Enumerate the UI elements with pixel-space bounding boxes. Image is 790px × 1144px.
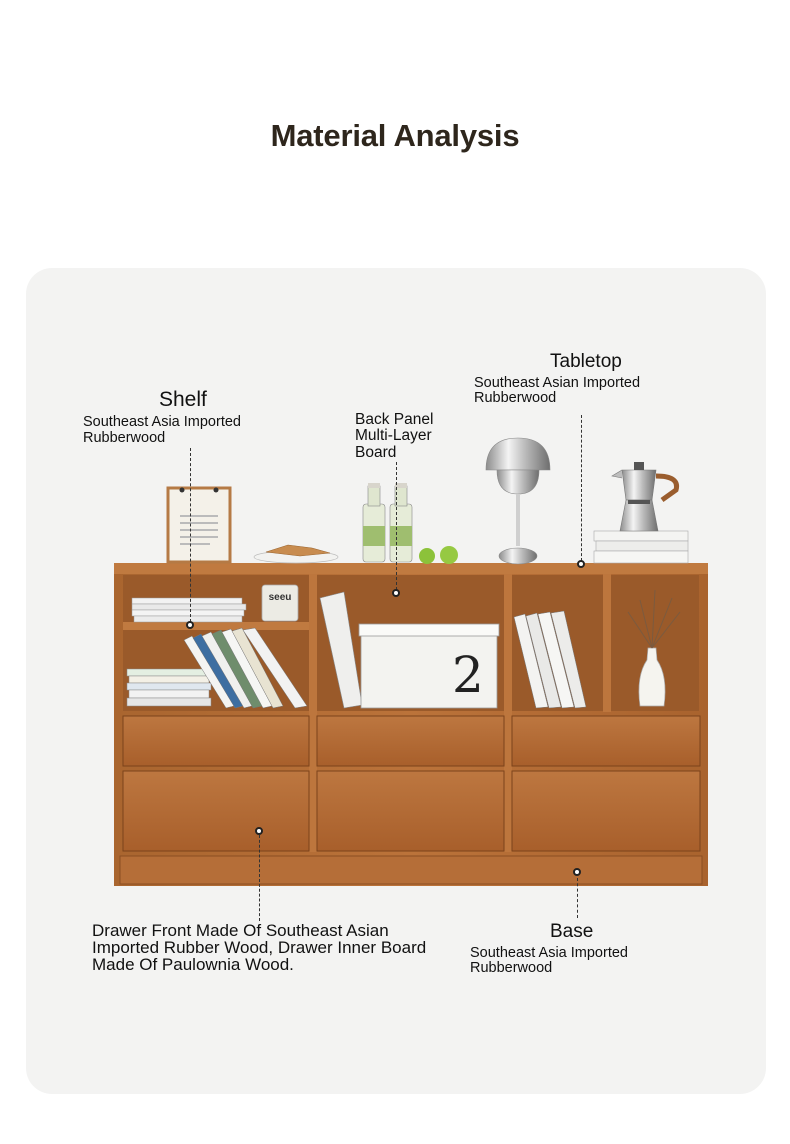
drawer-label xyxy=(92,922,432,973)
drawer xyxy=(512,771,700,851)
drawer xyxy=(123,771,309,851)
moka-pot xyxy=(612,462,677,531)
calendar xyxy=(168,488,230,562)
bottles xyxy=(363,483,412,562)
back-panel-text: Back Panel Multi-Layer Board xyxy=(355,411,434,461)
tabletop xyxy=(114,563,708,574)
page-title: Material Analysis xyxy=(270,118,520,153)
shelf-material: Southeast Asia Imported Rubberwood xyxy=(83,414,241,446)
tabletop-callout-dot xyxy=(577,560,585,568)
drawer xyxy=(512,716,700,766)
shelf-leader xyxy=(190,448,191,622)
shelf-board xyxy=(123,622,309,630)
drawer-text: Drawer Front Made Of Southeast Asian Imported Rubber Wood, Drawer Inner Board Made Of Paulownia Wood. xyxy=(92,921,427,974)
back-panel-leader xyxy=(396,462,397,590)
shelf-callout-dot xyxy=(186,621,194,629)
lime xyxy=(440,546,458,564)
base-plinth xyxy=(120,856,702,884)
base-callout-dot xyxy=(573,868,581,876)
drawer xyxy=(123,716,309,766)
back-panel-callout-dot xyxy=(392,589,400,597)
tabletop-leader xyxy=(581,415,582,561)
tin-label: seeu xyxy=(268,592,292,603)
base-leader xyxy=(577,878,578,918)
tin-can xyxy=(262,585,298,621)
drawer-callout-dot xyxy=(255,827,263,835)
box-number: 2 xyxy=(452,646,484,704)
drawer xyxy=(317,771,504,851)
drawer xyxy=(317,716,504,766)
base-material: Southeast Asia Imported Rubberwood xyxy=(470,945,628,977)
base-title: Base xyxy=(550,921,594,942)
tabletop-material: Southeast Asian Imported Rubberwood xyxy=(474,375,641,407)
table-lamp xyxy=(486,438,550,564)
base-label xyxy=(470,922,660,977)
drawer-leader xyxy=(259,835,260,921)
lime xyxy=(419,548,435,564)
book-stack xyxy=(594,531,688,541)
back-panel-label xyxy=(355,412,447,461)
shelf-title: Shelf xyxy=(159,388,207,411)
tabletop-title: Tabletop xyxy=(550,351,622,372)
shelf-label xyxy=(83,389,293,446)
tabletop-label xyxy=(474,352,674,407)
